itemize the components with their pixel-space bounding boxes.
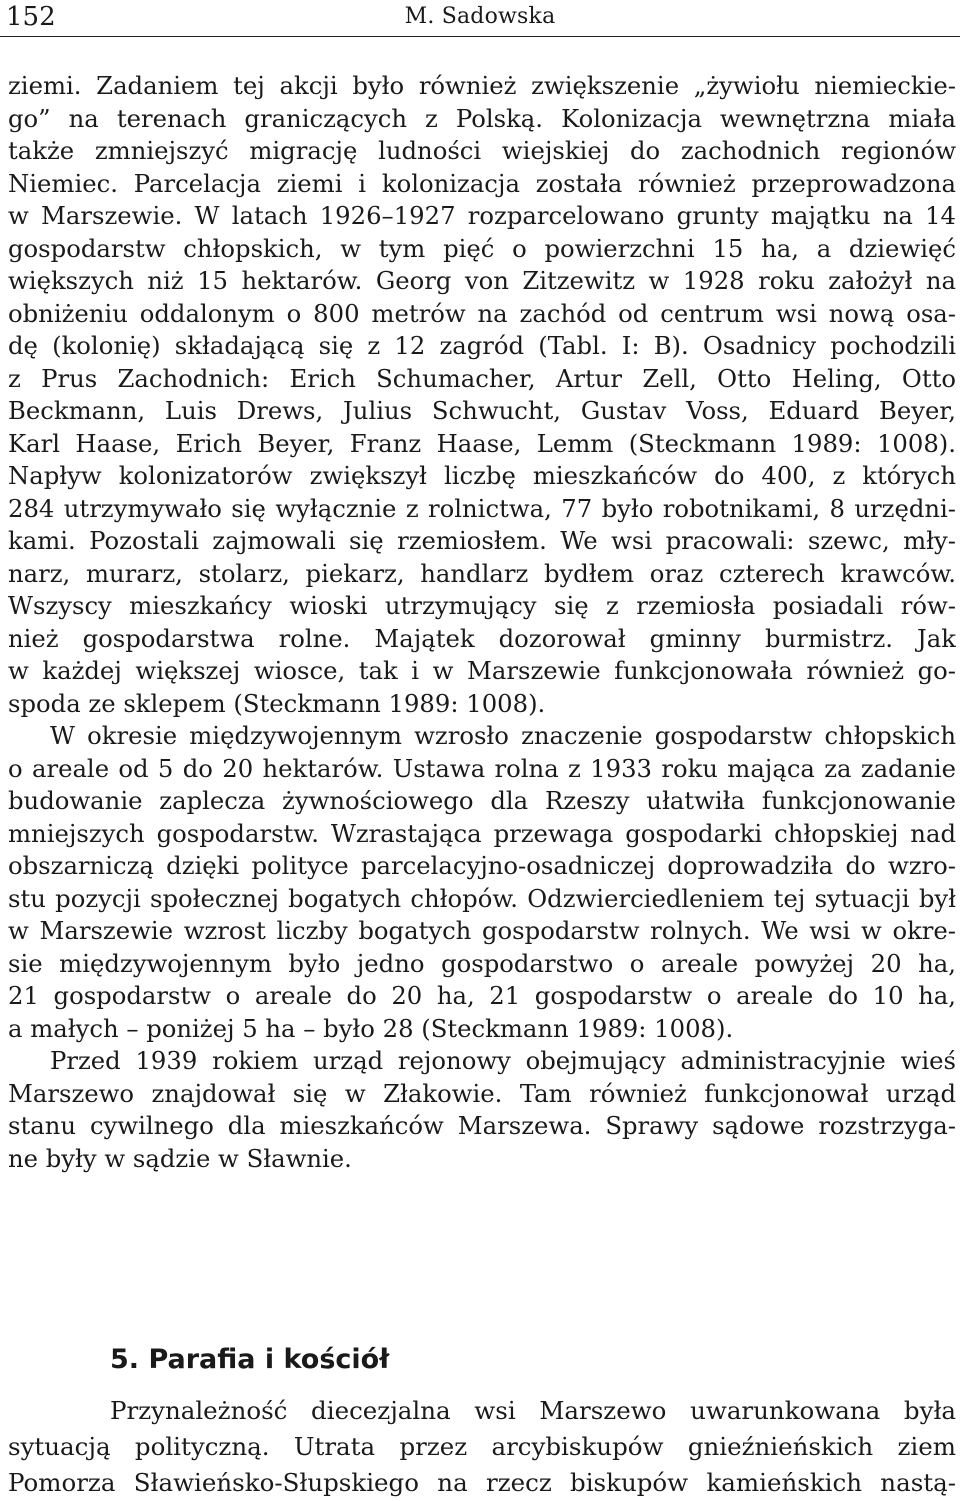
paragraph-1 <box>8 70 956 720</box>
text-line: sytuacją polityczną. Utrata przez arcybiskupów gnieźnieńskich ziem <box>8 1432 956 1461</box>
text-line: także zmniejszyć migrację ludności wiejskiej do zachodnich regionów <box>8 136 956 165</box>
section-paragraph <box>8 1393 956 1501</box>
text-line: nież gospodarstwa rolne. Majątek dozorował gminny burmistrz. Jak <box>8 623 956 653</box>
header-rule <box>0 36 960 37</box>
text-line: Karl Haase, Erich Beyer, Franz Haase, Lemm (Steckmann 1989: 1008). <box>8 428 956 458</box>
text-line: mniejszych gospodarstw. Wzrastająca przewaga gospodarki chłopskiej nad <box>8 818 956 848</box>
text-line: stanu cywilnego dla mieszkańców Marszewa. Sprawy sądowe rozstrzyga- <box>8 1111 956 1140</box>
text-line: Przynależność diecezjalna wsi Marszewo uwarunkowana była <box>110 1396 956 1425</box>
text-line: 21 gospodarstw o areale do 20 ha, 21 gospodarstw o areale do 10 ha, <box>8 981 956 1010</box>
text-line: Beckmann, Luis Drews, Julius Schwucht, Gustav Voss, Eduard Beyer, <box>8 396 956 425</box>
text-line: w każdej większej wiosce, tak i w Marszewie funkcjonowała również go- <box>8 656 956 685</box>
text-line: o areale od 5 do 20 hektarów. Ustawa rolna z 1933 roku mająca za zadanie <box>8 753 956 783</box>
text-line: obniżeniu oddalonym o 800 metrów na zachód od centrum wsi nową osa- <box>8 298 956 328</box>
text-line: gospodarstw chłopskich, w tym pięć o powierzchni 15 ha, a dziewięć <box>8 233 956 263</box>
text-line: Przed 1939 rokiem urząd rejonowy obejmujący administracyjnie wieś <box>50 1046 956 1075</box>
text-line: budowanie zaplecza żywnościowego dla Rzeszy ułatwiła funkcjonowanie <box>8 786 956 815</box>
text-line: Wszyscy mieszkańcy wioski utrzymujący się z rzemiosła posiadali rów- <box>8 591 956 620</box>
paragraph-2 <box>8 720 956 1045</box>
text-line: Pomorza Sławieńsko-Słupskiego na rzecz biskupów kamieńskich nastą- <box>8 1468 956 1497</box>
section-heading: 5. Parafia i kościół <box>110 1344 390 1376</box>
text-line: dę (kolonię) składającą się z 12 zagród (Tabl. I: B). Osadnicy pochodzili <box>8 331 956 360</box>
paragraph-3 <box>8 1045 956 1175</box>
text-line: stu pozycji społecznej bogatych chłopów. Odzwierciedleniem tej sytuacji był <box>8 883 956 913</box>
text-line: Niemiec. Parcelacja ziemi i kolonizacja została również przeprowadzona <box>8 168 956 198</box>
running-title: M. Sadowska <box>404 4 556 29</box>
text-line: z Prus Zachodnich: Erich Schumacher, Artur Zell, Otto Heling, Otto <box>8 363 956 393</box>
text-line: obszarniczą dzięki polityce parcelacyjno-osadniczej doprowadziła do wzro- <box>8 851 956 880</box>
text-line: a małych – poniżej 5 ha – było 28 (Steckmann 1989: 1008). <box>8 1013 734 1043</box>
text-line: większych niż 15 hektarów. Georg von Zitzewitz w 1928 roku założył na <box>8 266 956 295</box>
text-line: ziemi. Zadaniem tej akcji było również zwiększenie „żywiołu niemieckie- <box>8 71 956 100</box>
text-line: 284 utrzymywało się wyłącznie z rolnictwa, 77 było robotnikami, 8 urzędni- <box>8 493 956 523</box>
text-line: go” na terenach graniczących z Polską. Kolonizacja wewnętrzna miała <box>8 103 956 133</box>
page-number: 152 <box>6 2 56 32</box>
text-line: ne były w sądzie w Sławnie. <box>8 1143 352 1173</box>
text-line: w Marszewie wzrost liczby bogatych gospodarstw rolnych. We wsi w okre- <box>8 916 956 945</box>
text-line: sie międzywojennym było jedno gospodarstwo o areale powyżej 20 ha, <box>8 948 956 978</box>
text-line: w Marszewie. W latach 1926–1927 rozparcelowano grunty majątku na 14 <box>8 201 956 230</box>
body-text <box>8 70 956 1175</box>
page-header <box>0 0 960 38</box>
text-line: kami. Pozostali zajmowali się rzemiosłem. We wsi pracowali: szewc, mły- <box>8 526 956 555</box>
text-line: spoda ze sklepem (Steckmann 1989: 1008). <box>8 688 546 718</box>
text-line: narz, murarz, stolarz, piekarz, handlarz bydłem oraz czterech krawców. <box>8 558 956 588</box>
text-line: Marszewo znajdował się w Złakowie. Tam również funkcjonował urząd <box>8 1078 956 1108</box>
text-line: Napływ kolonizatorów zwiększył liczbę mieszkańców do 400, z których <box>8 461 956 490</box>
text-line: W okresie międzywojennym wzrosło znaczenie gospodarstw chłopskich <box>50 721 956 750</box>
